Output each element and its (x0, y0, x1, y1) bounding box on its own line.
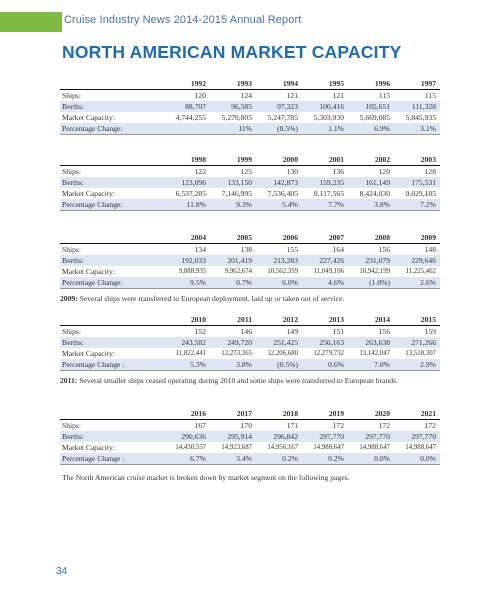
table-cell: 9,962,674 (224, 268, 252, 275)
table-row (60, 101, 440, 112)
row-label: Percentage Change : (60, 359, 164, 371)
row-label: Ships: (62, 167, 81, 176)
table-note (60, 376, 440, 386)
table-cell: 5,270,805 (221, 113, 252, 122)
table-cell: 3.8% (210, 359, 256, 371)
table-cell: (0.5%) (256, 359, 302, 371)
table-cell: 227,426 (302, 255, 348, 266)
table-cell: 100,416 (302, 101, 348, 112)
table-cell: 170 (240, 421, 252, 430)
table-row (60, 431, 440, 442)
table-row (60, 123, 440, 135)
table-cell: 171 (286, 421, 298, 430)
year-header: 2020 (348, 406, 394, 420)
year-header: 2007 (302, 230, 348, 244)
capacity-block-1998-2003 (60, 152, 440, 211)
table-cell: 4,744,255 (175, 113, 206, 122)
year-header: 1993 (210, 76, 256, 90)
capacity-table (60, 230, 440, 289)
table-row (60, 420, 440, 432)
header-spacer (60, 76, 164, 90)
table-cell: 3.4% (210, 453, 256, 465)
row-label: Market Capacity: (62, 267, 115, 276)
table-row (60, 359, 440, 371)
table-cell: 97,323 (256, 101, 302, 112)
table-row (60, 244, 440, 256)
table-cell: 9.5% (164, 277, 210, 289)
table-cell: 134 (194, 245, 206, 254)
table-cell: 12,273,365 (221, 350, 252, 357)
table-cell: 167 (194, 421, 206, 430)
table-cell: 4.6% (302, 277, 348, 289)
table-cell: 0.7% (210, 277, 256, 289)
table-cell: 10,562,359 (267, 268, 298, 275)
row-label: Market Capacity: (62, 189, 115, 198)
table-cell: 128 (424, 167, 436, 176)
table-cell: 7,536,405 (267, 189, 298, 198)
table-cell: 0.0% (348, 453, 394, 465)
year-header: 1996 (348, 76, 394, 90)
table-cell: 136 (332, 167, 344, 176)
table-cell: 6.9% (348, 123, 394, 135)
row-label: Berths: (60, 255, 164, 266)
row-label: Percentage Change: (60, 277, 164, 289)
table-cell: 6.0% (256, 277, 302, 289)
table-row (60, 166, 440, 178)
year-header: 2004 (164, 230, 210, 244)
table-cell: 14,923,687 (221, 444, 252, 451)
year-header: 2012 (256, 312, 302, 326)
table-cell: 249,720 (210, 337, 256, 348)
table-cell: 151 (332, 327, 344, 336)
table-cell: 121 (332, 91, 344, 100)
table-cell: 13,142,047 (359, 350, 390, 357)
capacity-block-2016-2021 (60, 406, 440, 465)
table-cell: 297,770 (302, 431, 348, 442)
table-cell: 13,518,307 (405, 350, 436, 357)
row-label: Percentage Change : (60, 453, 164, 465)
table-cell: 3.1% (394, 123, 440, 135)
table-cell: 172 (378, 421, 390, 430)
header-spacer (60, 312, 164, 326)
table-cell: 164 (332, 245, 344, 254)
table-cell: 290,636 (164, 431, 210, 442)
table-cell: 156 (378, 245, 390, 254)
year-header: 1994 (256, 76, 302, 90)
table-row (60, 90, 440, 102)
table-cell: 5,247,785 (267, 113, 298, 122)
table-cell: 10,942,199 (359, 268, 390, 275)
table-cell: 0.6% (302, 359, 348, 371)
table-cell: 14,988,647 (313, 444, 344, 451)
table-cell: 2.6% (394, 277, 440, 289)
table-cell: 159,235 (302, 177, 348, 188)
year-header: 1998 (164, 152, 210, 166)
year-header: 2003 (394, 152, 440, 166)
table-cell: 9,029,185 (405, 189, 436, 198)
table-cell: 8,424,030 (359, 189, 390, 198)
table-row (60, 337, 440, 348)
table-cell: 231,079 (348, 255, 394, 266)
table-cell: 138 (240, 245, 252, 254)
table-cell: 159 (424, 327, 436, 336)
row-label: Ships: (62, 421, 81, 430)
capacity-block-2004-2009 (60, 230, 440, 304)
row-label: Berths: (60, 431, 164, 442)
year-header: 2008 (348, 230, 394, 244)
year-header: 2001 (302, 152, 348, 166)
table-cell: 297,770 (348, 431, 394, 442)
table-cell: 263,638 (348, 337, 394, 348)
table-cell: 120 (194, 91, 206, 100)
table-cell: 271,266 (394, 337, 440, 348)
table-cell: 146 (240, 327, 252, 336)
year-header: 2011 (210, 312, 256, 326)
table-row (60, 442, 440, 453)
table-cell: 229,646 (394, 255, 440, 266)
table-cell: 125 (240, 167, 252, 176)
table-cell: 11,225,462 (405, 268, 436, 275)
table-row (60, 348, 440, 359)
row-label: Ships: (62, 327, 81, 336)
row-label: Berths: (60, 177, 164, 188)
year-header: 1992 (164, 76, 210, 90)
table-cell: 149 (286, 327, 298, 336)
year-header: 2013 (302, 312, 348, 326)
table-cell: 14,988,647 (359, 444, 390, 451)
table-cell: 11,049,106 (313, 268, 344, 275)
row-label: Ships: (62, 245, 81, 254)
capacity-table (60, 76, 440, 135)
capacity-table (60, 406, 440, 465)
header-spacer (60, 406, 164, 420)
table-cell: 122 (194, 167, 206, 176)
table-cell: 0.0% (394, 453, 440, 465)
year-header: 1995 (302, 76, 348, 90)
row-label: Berths: (60, 101, 164, 112)
table-cell: 148 (424, 245, 436, 254)
table-cell: 3.8% (348, 199, 394, 211)
table-row (60, 453, 440, 465)
table-cell: 5.4% (256, 199, 302, 211)
note-text: Several smaller ships ceased operating during 2010 and some ships were transferred to European brands. (77, 376, 398, 385)
table-cell: 130 (286, 167, 298, 176)
table-cell: 156 (378, 327, 390, 336)
table-cell: 124 (240, 91, 252, 100)
capacity-block-2010-2015 (60, 312, 440, 386)
table-cell: 297,770 (394, 431, 440, 442)
table-cell: 243,582 (164, 337, 210, 348)
year-header: 2006 (256, 230, 302, 244)
table-cell: 142,873 (256, 177, 302, 188)
table-cell: 12,279,732 (313, 350, 344, 357)
table-cell: 14,430,557 (175, 444, 206, 451)
row-label: Market Capacity: (62, 113, 115, 122)
row-label: Percentage Change: (60, 199, 164, 211)
table-row (60, 188, 440, 199)
table-cell: 161,149 (348, 177, 394, 188)
table-cell: 155 (286, 245, 298, 254)
table-cell: 192,033 (164, 255, 210, 266)
table-cell: 213,283 (256, 255, 302, 266)
table-cell: 121 (286, 91, 298, 100)
table-cell: 120 (378, 167, 390, 176)
table-cell: 1.1% (302, 123, 348, 135)
table-cell: 115 (424, 91, 436, 100)
table-cell: 123,096 (164, 177, 210, 188)
table-cell: 2.9% (394, 359, 440, 371)
table-cell: 115 (378, 91, 390, 100)
row-label: Percentage Change: (60, 123, 164, 135)
table-cell: 88,707 (164, 101, 210, 112)
page-number: 34 (56, 566, 68, 577)
table-cell: 7.2% (394, 199, 440, 211)
note-year: 2011: (60, 376, 78, 385)
table-cell: 295,914 (210, 431, 256, 442)
report-header: Cruise Industry News 2014-2015 Annual Report (64, 14, 302, 26)
row-label: Market Capacity: (62, 349, 115, 358)
table-cell: 172 (332, 421, 344, 430)
year-header: 2021 (394, 406, 440, 420)
table-cell: 7.0% (348, 359, 394, 371)
header-spacer (60, 230, 164, 244)
table-cell: 5,303,930 (313, 113, 344, 122)
capacity-table (60, 152, 440, 211)
table-row (60, 177, 440, 188)
table-cell: 133,150 (210, 177, 256, 188)
table-cell: 201,419 (210, 255, 256, 266)
table-cell: 5.3% (164, 359, 210, 371)
table-row (60, 266, 440, 277)
note-year: 2009: (60, 294, 78, 303)
table-row (60, 255, 440, 266)
table-cell: 0.2% (256, 453, 302, 465)
table-cell: 251,425 (256, 337, 302, 348)
table-cell: (0.5%) (256, 123, 302, 135)
table-note (60, 294, 440, 304)
table-cell: 11% (210, 123, 256, 135)
table-cell: 172 (424, 421, 436, 430)
year-header: 2017 (210, 406, 256, 420)
table-cell: 256,163 (302, 337, 348, 348)
table-cell: 9,888,935 (178, 268, 206, 275)
table-cell: 14,988,647 (405, 444, 436, 451)
table-cell: 7.7% (302, 199, 348, 211)
table-cell: 12,206,680 (267, 350, 298, 357)
table-cell: 14,956,167 (267, 444, 298, 451)
table-cell: 6,537,285 (175, 189, 206, 198)
header-spacer (60, 152, 164, 166)
note-text: Several ships were transferred to European deployment, laid up or taken out of service. (77, 294, 345, 303)
year-header: 2000 (256, 152, 302, 166)
table-row (60, 277, 440, 289)
table-row (60, 199, 440, 211)
year-header: 2018 (256, 406, 302, 420)
table-cell (164, 123, 210, 135)
table-row (60, 326, 440, 338)
footer-text: The North American cruise market is broken down by market segment on the following pages. (62, 473, 350, 482)
year-header: 2005 (210, 230, 256, 244)
table-cell: 152 (194, 327, 206, 336)
year-header: 2009 (394, 230, 440, 244)
year-header: 1999 (210, 152, 256, 166)
table-cell: 8,117,565 (313, 189, 344, 198)
table-row (60, 112, 440, 123)
table-cell: 5,845,935 (405, 113, 436, 122)
table-cell: 111,328 (394, 101, 440, 112)
year-header: 2015 (394, 312, 440, 326)
table-cell: 7,146,995 (221, 189, 252, 198)
table-cell: 96,585 (210, 101, 256, 112)
table-cell: 6.7% (164, 453, 210, 465)
table-cell: 9.3% (210, 199, 256, 211)
year-header: 2014 (348, 312, 394, 326)
row-label: Berths: (60, 337, 164, 348)
header-accent-bar (0, 12, 62, 32)
table-cell: 105,651 (348, 101, 394, 112)
table-cell: 0.2% (302, 453, 348, 465)
table-cell: 11,822,441 (175, 350, 206, 357)
table-cell: 175,531 (394, 177, 440, 188)
year-header: 2010 (164, 312, 210, 326)
capacity-table (60, 312, 440, 371)
table-cell: (1.0%) (348, 277, 394, 289)
year-header: 2019 (302, 406, 348, 420)
row-label: Market Capacity: (62, 443, 115, 452)
table-cell: 296,842 (256, 431, 302, 442)
year-header: 2002 (348, 152, 394, 166)
page-title: NORTH AMERICAN MARKET CAPACITY (62, 42, 402, 62)
row-label: Ships: (62, 91, 81, 100)
year-header: 1997 (394, 76, 440, 90)
table-cell: 11.8% (164, 199, 210, 211)
capacity-block-1992-1997 (60, 76, 440, 135)
year-header: 2016 (164, 406, 210, 420)
table-cell: 5,669,085 (359, 113, 390, 122)
